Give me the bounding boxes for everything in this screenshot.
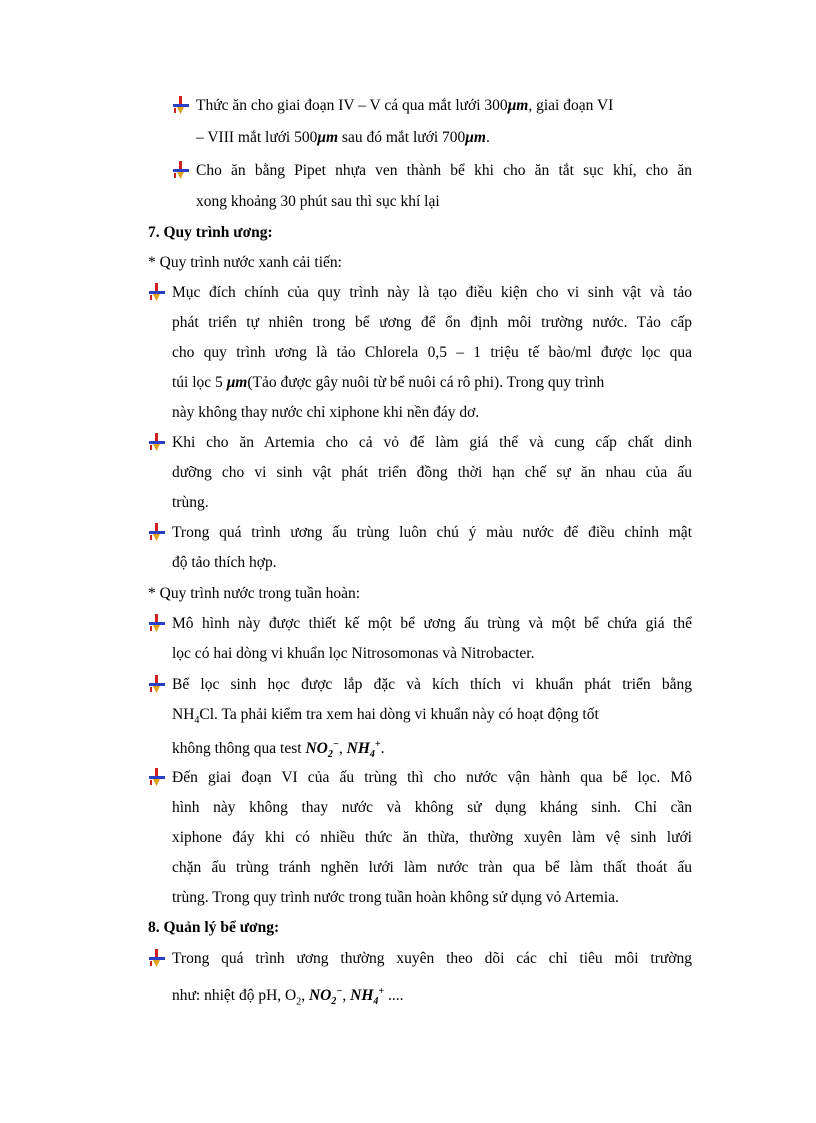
- formula-base: NO: [305, 740, 328, 758]
- pin-arrow-icon: [171, 95, 191, 115]
- text-fragment: ,: [301, 987, 309, 1005]
- unit: μm: [226, 374, 248, 391]
- pin-arrow-icon: [147, 432, 167, 452]
- text-line: hình này không thay nước và không sử dụng kháng sinh. Chỉ cần: [172, 799, 692, 816]
- section-heading: 8. Quản lý bể ương:: [148, 919, 280, 936]
- text-line: Đến giai đoạn VI của ấu trùng thì cho nước vận hành qua bể lọc. Mô: [172, 769, 692, 786]
- superscript: +: [378, 986, 385, 997]
- text-line: Mục đích chính của quy trình này là tạo điều kiện cho vi sinh vật và tảo: [172, 284, 692, 301]
- text-fragment: như: nhiệt độ pH, O: [172, 987, 297, 1005]
- pin-arrow-icon: [147, 522, 167, 542]
- subscript: 4: [194, 715, 200, 727]
- subscript: 2: [331, 996, 337, 1008]
- text-line: [172, 705, 692, 731]
- text-fragment: ,: [342, 987, 351, 1005]
- text-fragment: ....: [384, 987, 404, 1005]
- text-line: xong khoảng 30 phút sau thì sục khí lại: [196, 193, 440, 210]
- text-line: chặn ấu trùng tránh nghẽn lưới làm nước tràn qua bể làm thất thoát ấu: [172, 859, 692, 876]
- text-line: phát triển tự nhiên trong bể ương để ổn định môi trường nước. Tảo cấp: [172, 314, 692, 331]
- text-line: [172, 373, 692, 393]
- text-fragment: ,: [338, 740, 347, 758]
- text-line: lọc có hai dòng vi khuẩn lọc Nitrosomonas và Nitrobacter.: [172, 645, 535, 662]
- text-fragment: .: [485, 129, 490, 146]
- text-line: Trong quá trình ương thường xuyên theo dõi các chỉ tiêu môi trường: [172, 950, 692, 967]
- text-line: Cho ăn bằng Pipet nhựa ven thành bể khi cho ăn tắt sục khí, cho ăn: [196, 162, 692, 179]
- text-line: trùng. Trong quy trình nước trong tuần hoàn không sử dụng vỏ Artemia.: [172, 889, 619, 906]
- formula-base: NH: [346, 740, 370, 758]
- text-fragment: sau đó mắt lưới 700: [338, 129, 466, 146]
- subscript: 4: [369, 749, 375, 761]
- section-heading: 7. Quy trình ương:: [148, 224, 273, 241]
- pin-arrow-icon: [147, 674, 167, 694]
- text-line: Bể lọc sinh học được lắp đặc và kích thích vi khuẩn phát triển bằng: [172, 676, 692, 693]
- text-line: trùng.: [172, 494, 209, 511]
- superscript: −: [336, 986, 343, 997]
- text-line: dưỡng cho vi sinh vật phát triển đồng thời hạn chế sự ăn nhau của ấu: [172, 464, 692, 481]
- text-fragment: – VIII mắt lưới 500: [196, 129, 318, 146]
- text-line: này không thay nước chỉ xiphone khi nền đáy dơ.: [172, 404, 480, 421]
- subheading: * Quy trình nước xanh cải tiến:: [148, 254, 342, 271]
- pin-arrow-icon: [147, 613, 167, 633]
- formula-ammonium: [346, 739, 381, 761]
- text-fragment: túi lọc 5: [172, 374, 227, 391]
- superscript: +: [374, 739, 381, 750]
- text-fragment: Cl. Ta phải kiểm tra xem hai dòng vi khuẩn này có hoạt động tốt: [199, 706, 599, 723]
- text-fragment: (Tảo được gây nuôi từ bể nuôi cá rô phi). Trong quy trình: [247, 374, 605, 391]
- text-line: cho quy trình ương là tảo Chlorela 0,5 – 1 triệu tế bào/ml được lọc qua: [172, 344, 692, 361]
- text-fragment: không thông qua test: [172, 740, 306, 758]
- formula-nitrite: [308, 986, 343, 1008]
- text-fragment: .: [380, 740, 385, 758]
- formula-base: NO: [308, 987, 332, 1005]
- pin-arrow-icon: [147, 282, 167, 302]
- text-line: xiphone đáy khi có nhiều thức ăn thừa, thường xuyên làm vệ sinh lưới: [172, 829, 692, 846]
- text-fragment: , giai đoạn VI: [528, 97, 614, 114]
- formula-nitrite: [305, 739, 339, 761]
- formula-ammonium: [350, 986, 385, 1008]
- subscript: 4: [373, 996, 379, 1008]
- text-line: [196, 96, 692, 116]
- subscript: 2: [327, 749, 333, 761]
- pin-arrow-icon: [147, 948, 167, 968]
- subheading: * Quy trình nước trong tuần hoàn:: [148, 585, 361, 602]
- unit: μm: [317, 129, 339, 146]
- text-line: độ tảo thích hợp.: [172, 554, 277, 571]
- text-fragment: Thức ăn cho giai đoạn IV – V cá qua mắt lưới 300: [196, 97, 508, 114]
- unit: μm: [465, 129, 486, 146]
- text-line: [196, 128, 490, 148]
- pin-arrow-icon: [171, 160, 191, 180]
- text-line: Khi cho ăn Artemia cho cả vỏ để làm giá thể và cung cấp chất dinh: [172, 434, 692, 451]
- text-line: Trong quá trình ương ấu trùng luôn chú ý màu nước để điều chỉnh mật: [172, 524, 692, 541]
- formula-base: NH: [350, 987, 374, 1005]
- pin-arrow-icon: [147, 767, 167, 787]
- subscript: 2: [296, 996, 302, 1008]
- text-line: Mô hình này được thiết kế một bể ương ấu trùng và một bể chứa giá thể: [172, 615, 692, 632]
- text-line: [172, 982, 404, 1012]
- text-fragment: NH: [172, 706, 195, 723]
- unit: μm: [507, 97, 529, 114]
- text-line: [172, 735, 385, 765]
- superscript: −: [332, 739, 339, 750]
